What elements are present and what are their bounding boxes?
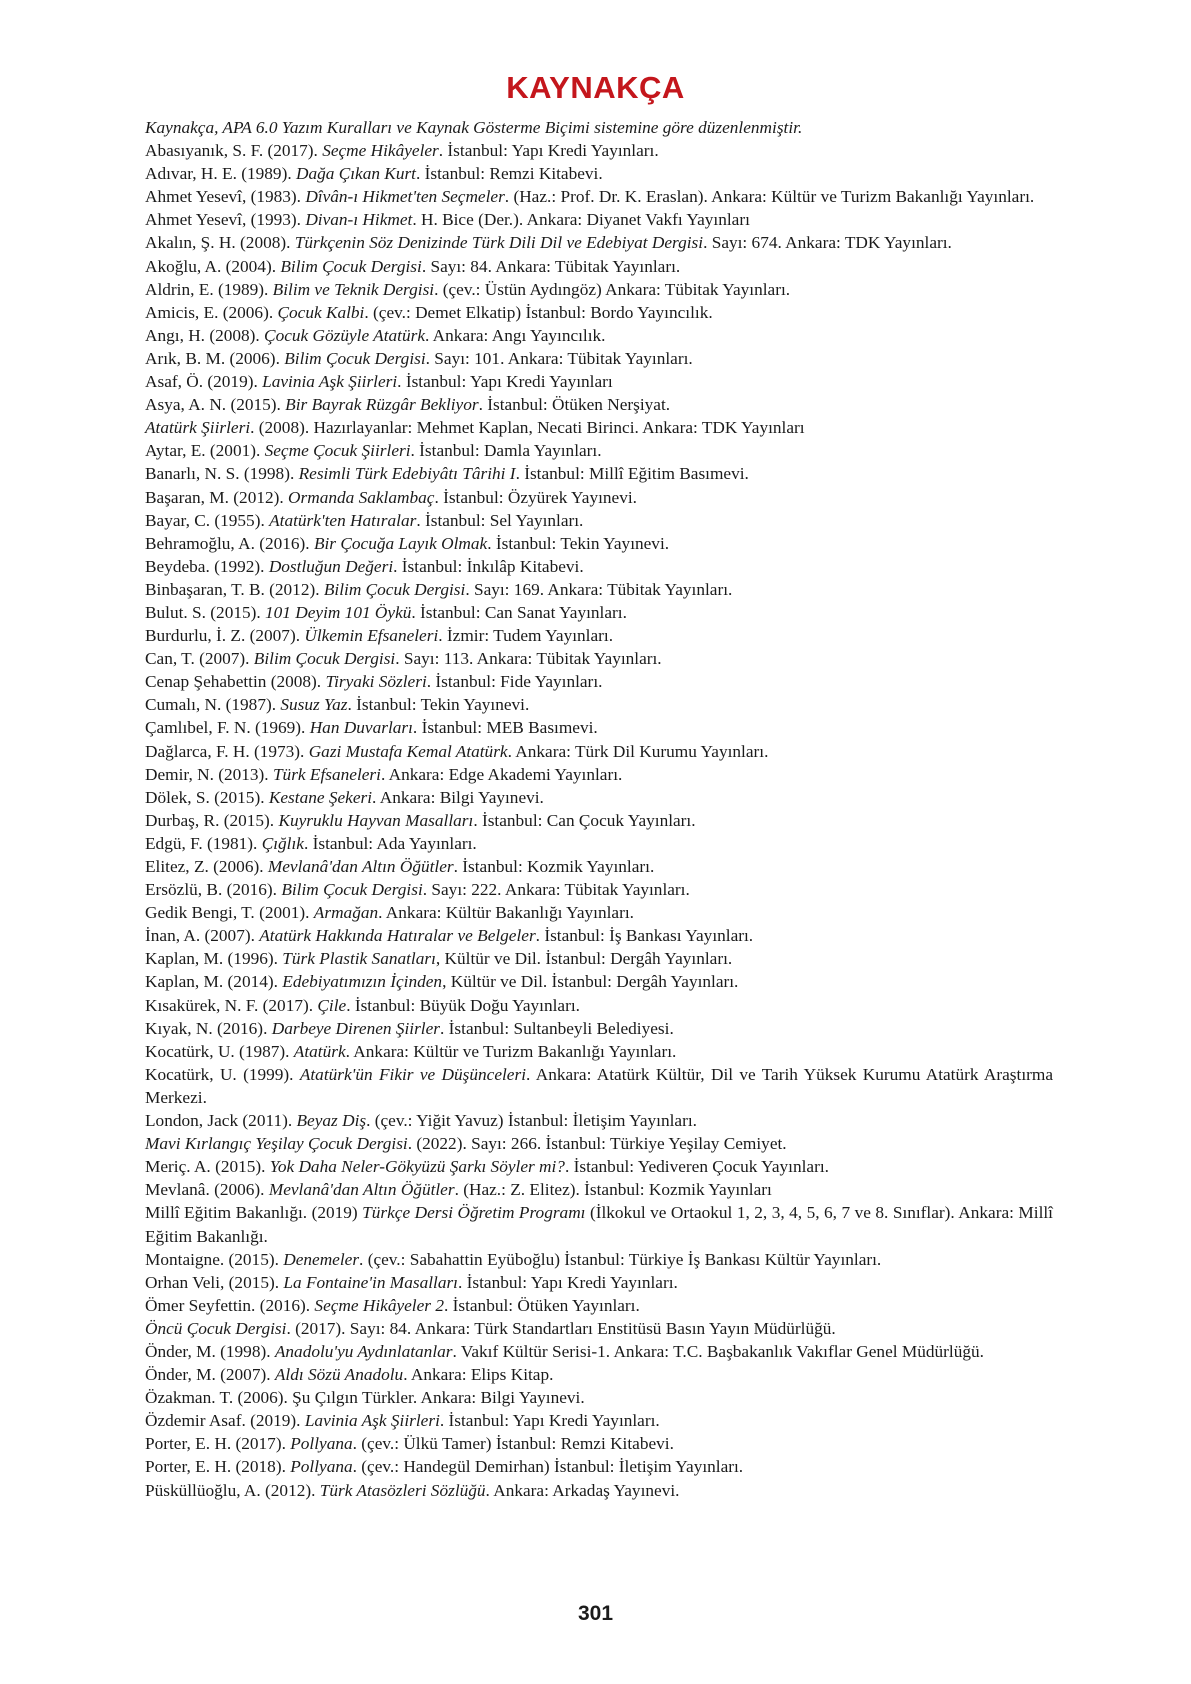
reference-author: Porter, E. H. (2017). — [145, 1434, 291, 1454]
reference-publication: . İstanbul: Ada Yayınları. — [303, 833, 477, 853]
reference-entry — [145, 786, 1053, 809]
reference-title: Bilim Çocuk Dergisi — [284, 348, 426, 368]
reference-publication: . Sayı: 674. Ankara: TDK Yayınları. — [703, 233, 952, 253]
reference-author: Aytar, E. (2001). — [145, 441, 265, 461]
reference-author: Kaplan, M. (1996). — [145, 949, 283, 969]
reference-entry — [145, 970, 1053, 993]
reference-title: Atatürk'ten Hatıralar — [269, 510, 417, 530]
reference-author: Kocatürk, U. (1999). — [145, 1064, 300, 1084]
reference-entry — [145, 1155, 1053, 1178]
reference-list — [145, 116, 1053, 1502]
reference-entry — [145, 1271, 1053, 1294]
reference-publication: . Ankara: Elips Kitap. — [403, 1365, 554, 1385]
reference-entry — [145, 162, 1053, 185]
reference-entry — [145, 740, 1053, 763]
reference-author: London, Jack (2011). — [145, 1111, 297, 1131]
reference-title: Kestane Şekeri — [268, 787, 373, 807]
reference-title: Çocuk Gözüyle Atatürk — [264, 325, 425, 345]
reference-publication: . İstanbul: Damla Yayınları. — [410, 441, 602, 461]
reference-entry — [145, 809, 1053, 832]
reference-entry — [145, 832, 1053, 855]
reference-publication: . Ankara: Atatürk Kültür, Dil ve Tarih Yüksek Kurumu Atatürk Araştırma Merkezi. — [145, 1064, 1054, 1107]
page-title: KAYNAKÇA — [506, 70, 685, 105]
reference-publication: . İstanbul: Özyürek Yayınevi. — [434, 487, 637, 507]
reference-title: Ülkemin Efsaneleri — [304, 626, 439, 646]
reference-author: Gedik Bengi, T. (2001). — [145, 903, 314, 923]
reference-title: 101 Deyim 101 Öykü — [265, 602, 412, 622]
reference-publication: . İstanbul: MEB Basımevi. — [412, 718, 598, 738]
reference-title: Pollyana — [290, 1434, 353, 1454]
reference-publication: . (çev.: Handegül Demirhan) İstanbul: İletişim Yayınları. — [352, 1457, 744, 1477]
reference-title: Beyaz Diş — [296, 1111, 367, 1131]
reference-title: Türkçe Dersi Öğretim Programı — [362, 1203, 586, 1223]
reference-title: Çığlık — [261, 833, 304, 853]
reference-entry — [145, 1409, 1053, 1432]
reference-publication: . İstanbul: Millî Eğitim Basımevi. — [515, 464, 749, 484]
reference-entry — [145, 901, 1053, 924]
reference-author: Bayar, C. (1955). — [145, 510, 270, 530]
reference-entry — [145, 532, 1053, 555]
reference-entry — [145, 1363, 1053, 1386]
reference-publication: . İstanbul: Sel Yayınları. — [416, 510, 584, 530]
reference-entry — [145, 994, 1053, 1017]
reference-publication: . İstanbul: Ötüken Nerşiyat. — [478, 395, 671, 415]
reference-author: Porter, E. H. (2018). — [145, 1457, 291, 1477]
reference-author: Demir, N. (2013). — [145, 764, 273, 784]
reference-title: Türkçenin Söz Denizinde Türk Dili Dil ve Edebiyat Dergisi — [294, 233, 704, 253]
reference-title: Aldı Sözü Anadolu — [274, 1365, 404, 1385]
reference-publication: . İstanbul: Büyük Doğu Yayınları. — [346, 995, 580, 1015]
reference-entry — [145, 231, 1053, 254]
reference-publication: . Sayı: 113. Ankara: Tübitak Yayınları. — [395, 649, 662, 669]
reference-author: Beydeba. (1992). — [145, 556, 269, 576]
reference-title: Dağa Çıkan Kurt — [295, 164, 416, 184]
reference-title: Edebiyatımızın İçinden — [282, 972, 443, 992]
reference-publication: . İstanbul: Remzi Kitabevi. — [415, 164, 603, 184]
reference-author: Burdurlu, İ. Z. (2007). — [145, 626, 305, 646]
reference-author: Elitez, Z. (2006). — [145, 857, 268, 876]
reference-title: Pollyana — [290, 1457, 353, 1477]
reference-author: Bulut. S. (2015). — [145, 602, 266, 622]
reference-publication: . (çev.: Üstün Aydıngöz) Ankara: Tübitak Yayınları. — [434, 279, 791, 299]
reference-publication: . İstanbul: Yapı Kredi Yayınları. — [438, 141, 659, 161]
reference-publication: . Ankara: Türk Dil Kurumu Yayınları. — [507, 741, 769, 761]
reference-entry — [145, 670, 1053, 693]
reference-publication: . İstanbul: Kozmik Yayınları. — [453, 857, 655, 876]
reference-publication: , Kültür ve Dil. İstanbul: Dergâh Yayınları. — [442, 972, 739, 992]
reference-title: Lavinia Aşk Şiirleri — [262, 372, 398, 392]
reference-title: Gazi Mustafa Kemal Atatürk — [308, 741, 508, 761]
reference-author: Aldrin, E. (1989). — [145, 279, 273, 299]
reference-publication: . (çev.: Demet Elkatip) İstanbul: Bordo Yayıncılık. — [364, 302, 713, 322]
reference-author: Amicis, E. (2006). — [145, 302, 278, 322]
reference-publication: . Sayı: 222. Ankara: Tübitak Yayınları. — [422, 880, 690, 900]
reference-author: Binbaşaran, T. B. (2012). — [145, 579, 324, 599]
reference-title: Türk Efsaneleri — [272, 764, 381, 784]
reference-author: Banarlı, N. S. (1998). — [145, 464, 299, 484]
reference-author: Akoğlu, A. (2004). — [145, 256, 281, 276]
reference-entry — [145, 924, 1053, 947]
reference-publication: . H. Bice (Der.). Ankara: Diyanet Vakfı Yayınları — [412, 210, 750, 230]
reference-publication: . Vakıf Kültür Serisi-1. Ankara: T.C. Başbakanlık Vakıflar Genel Müdürlüğü. — [452, 1341, 984, 1361]
reference-publication: . (Haz.: Prof. Dr. K. Eraslan). Ankara: Kültür ve Turizm Bakanlığı Yayınları. — [504, 187, 1035, 207]
reference-title: Darbeye Direnen Şiirler — [271, 1018, 441, 1038]
reference-publication: . İstanbul: Fide Yayınları. — [426, 672, 603, 692]
reference-publication: . (çev.: Ülkü Tamer) İstanbul: Remzi Kitabevi. — [352, 1434, 674, 1454]
reference-publication: . (çev.: Sabahattin Eyüboğlu) İstanbul: Türkiye İş Bankası Kültür Yayınları. — [359, 1249, 882, 1269]
page-number: 301 — [577, 1602, 614, 1625]
reference-author: Kaplan, M. (2014). — [145, 972, 283, 992]
reference-entry — [145, 1479, 1053, 1502]
reference-title: Bilim ve Teknik Dergisi — [272, 279, 435, 299]
reference-title: Öncü Çocuk Dergisi — [145, 1318, 287, 1338]
reference-author: Millî Eğitim Bakanlığı. (2019) — [145, 1203, 363, 1223]
reference-publication: . İstanbul: Can Sanat Yayınları. — [411, 602, 627, 622]
reference-title: Atatürk — [293, 1041, 346, 1061]
reference-author: Edgü, F. (1981). — [145, 833, 262, 853]
reference-author: Dağlarca, F. H. (1973). — [145, 741, 309, 761]
reference-title: Dîvân-ı Hikmet'ten Seçmeler — [305, 187, 505, 207]
reference-publication: . (2008). Hazırlayanlar: Mehmet Kaplan, Necati Birinci. Ankara: TDK Yayınları — [250, 418, 805, 438]
reference-author: Başaran, M. (2012). — [145, 487, 289, 507]
reference-entry — [145, 486, 1053, 509]
reference-title: Divan-ı Hikmet — [305, 210, 413, 230]
reference-entry — [145, 301, 1053, 324]
reference-entry — [145, 347, 1053, 370]
reference-entry — [145, 1248, 1053, 1271]
reference-author: Montaigne. (2015). — [145, 1249, 284, 1269]
reference-title: Mevlanâ'dan Altın Öğütler — [268, 1180, 455, 1200]
reference-title: Bilim Çocuk Dergisi — [323, 579, 466, 599]
reference-title: Resimli Türk Edebiyâtı Târihi I — [298, 464, 516, 484]
reference-entry — [145, 1201, 1053, 1247]
reference-entry — [145, 1432, 1053, 1455]
reference-title: Tiryaki Sözleri — [325, 672, 427, 692]
reference-publication: . İstanbul: İnkılâp Kitabevi. — [393, 556, 584, 576]
reference-publication: . İstanbul: Yediveren Çocuk Yayınları. — [564, 1157, 829, 1177]
reference-entry — [145, 462, 1053, 485]
reference-publication: . Ankara: Kültür ve Turizm Bakanlığı Yayınları. — [345, 1041, 677, 1061]
reference-entry — [145, 370, 1053, 393]
reference-publication: . (çev.: Yiğit Yavuz) İstanbul: İletişim Yayınları. — [366, 1111, 697, 1131]
reference-entry — [145, 1340, 1053, 1363]
reference-title: Seçme Çocuk Şiirleri — [264, 441, 411, 461]
reference-author: İnan, A. (2007). — [145, 926, 260, 946]
reference-entry — [145, 624, 1053, 647]
reference-title: Han Duvarları — [309, 718, 413, 738]
reference-entry — [145, 1386, 1053, 1409]
reference-entry — [145, 716, 1053, 739]
reference-author: Akalın, Ş. H. (2008). — [145, 233, 295, 253]
reference-entry — [145, 416, 1053, 439]
reference-entry — [145, 1017, 1053, 1040]
reference-entry — [145, 555, 1053, 578]
reference-entry — [145, 255, 1053, 278]
reference-author: Önder, M. (1998). — [145, 1341, 275, 1361]
reference-publication: . (Haz.: Z. Elitez). İstanbul: Kozmik Yayınları — [454, 1180, 772, 1200]
reference-author: Kocatürk, U. (1987). — [145, 1041, 294, 1061]
reference-title: Lavinia Aşk Şiirleri — [304, 1411, 440, 1431]
reference-title: Dostluğun Değeri — [268, 556, 394, 576]
reference-publication: . İstanbul: Yapı Kredi Yayınları. — [439, 1411, 660, 1431]
reference-author: Kısakürek, N. F. (2017). — [145, 995, 318, 1015]
reference-title: Türk Atasözleri Sözlüğü — [319, 1480, 486, 1500]
reference-title: Kuyruklu Hayvan Masalları — [278, 810, 474, 830]
reference-title: Çocuk Kalbi — [277, 302, 365, 322]
reference-title: Denemeler — [283, 1249, 360, 1269]
reference-entry — [145, 185, 1053, 208]
reference-entry — [145, 647, 1053, 670]
reference-publication: , Kültür ve Dil. İstanbul: Dergâh Yayınları. — [435, 949, 733, 969]
reference-publication: . İstanbul: Yapı Kredi Yayınları — [397, 372, 613, 392]
reference-author: Özdemir Asaf. (2019). — [145, 1411, 305, 1431]
reference-author: Asaf, Ö. (2019). — [145, 372, 263, 392]
reference-author: Dölek, S. (2015). — [145, 787, 269, 807]
reference-entry — [145, 1109, 1053, 1132]
reference-title: Seçme Hikâyeler — [322, 141, 439, 161]
reference-entry — [145, 1063, 1053, 1109]
reference-author: Çamlıbel, F. N. (1969). — [145, 718, 310, 738]
reference-entries — [145, 139, 1053, 1502]
reference-author: Ahmet Yesevî, (1983). — [145, 187, 306, 207]
reference-publication: . Sayı: 84. Ankara: Tübitak Yayınları. — [421, 256, 681, 276]
reference-publication: . Ankara: Arkadaş Yayınevi. — [485, 1480, 680, 1500]
reference-publication: . Ankara: Edge Akademi Yayınları. — [380, 764, 623, 784]
reference-title: Mevlanâ'dan Altın Öğütler — [267, 857, 454, 876]
reference-entry — [145, 439, 1053, 462]
reference-author: Asya, A. N. (2015). — [145, 395, 286, 415]
reference-entry — [145, 1132, 1053, 1155]
reference-author: Püsküllüoğlu, A. (2012). — [145, 1480, 320, 1500]
reference-entry — [145, 947, 1053, 970]
reference-title: Atatürk'ün Fikir ve Düşünceleri — [299, 1064, 527, 1084]
reference-entry — [145, 208, 1053, 231]
reference-publication: . (2022). Sayı: 266. İstanbul: Türkiye Yeşilay Cemiyet. — [407, 1134, 787, 1154]
reference-publication: . İstanbul: Yapı Kredi Yayınları. — [457, 1272, 678, 1292]
reference-publication: . Ankara: Bilgi Yayınevi. — [372, 787, 544, 807]
reference-publication: . İstanbul: Ötüken Yayınları. — [443, 1295, 640, 1315]
reference-author: Kıyak, N. (2016). — [145, 1018, 272, 1038]
reference-author: Cumalı, N. (1987). — [145, 695, 281, 715]
reference-entry — [145, 578, 1053, 601]
reference-title: Çile — [317, 995, 347, 1015]
reference-author: Angı, H. (2008). — [145, 325, 265, 345]
reference-entry — [145, 878, 1053, 901]
reference-author: Can, T. (2007). — [145, 649, 254, 669]
reference-title: Bir Çocuğa Layık Olmak — [313, 533, 488, 553]
reference-title: Bilim Çocuk Dergisi — [281, 880, 423, 900]
reference-entry — [145, 855, 1053, 878]
reference-publication: . İstanbul: Tekin Yayınevi. — [347, 695, 530, 715]
reference-author: Behramoğlu, A. (2016). — [145, 533, 314, 553]
reference-publication: . İstanbul: İş Bankası Yayınları. — [535, 926, 754, 946]
reference-entry — [145, 693, 1053, 716]
reference-entry — [145, 1455, 1053, 1478]
reference-title: Atatürk Hakkında Hatıralar ve Belgeler — [259, 926, 536, 946]
reference-author: Durbaş, R. (2015). — [145, 810, 279, 830]
reference-author: Önder, M. (2007). — [145, 1365, 275, 1385]
reference-title: Yok Daha Neler-Gökyüzü Şarkı Söyler mi? — [269, 1157, 565, 1177]
reference-title: Bir Bayrak Rüzgâr Bekliyor — [285, 395, 479, 415]
reference-publication: . İstanbul: Sultanbeyli Belediyesi. — [440, 1018, 674, 1038]
reference-author: Ahmet Yesevî, (1993). — [145, 210, 306, 230]
reference-title: La Fontaine'in Masalları — [283, 1272, 458, 1292]
reference-publication: . İstanbul: Can Çocuk Yayınları. — [473, 810, 696, 830]
reference-entry — [145, 1178, 1053, 1201]
reference-author: Abasıyanık, S. F. (2017). — [145, 141, 323, 161]
reference-title: Ormanda Saklambaç — [288, 487, 435, 507]
reference-author: Ersözlü, B. (2016). — [145, 880, 282, 900]
reference-author: Mevlanâ. (2006). — [145, 1180, 269, 1200]
reference-author: Cenap Şehabettin (2008). — [145, 672, 326, 692]
reference-publication: (İlkokul ve Ortaokul 1, 2, 3, 4, 5, 6, 7 ve 8. Sınıflar). Ankara: Millî Eğitim Bakanlığı. — [145, 1203, 1053, 1246]
reference-author: Arık, B. M. (2006). — [145, 348, 285, 368]
reference-author: Adıvar, H. E. (1989). — [145, 164, 296, 184]
reference-author: Meriç. A. (2015). — [145, 1157, 270, 1177]
reference-publication: . Ankara: Kültür Bakanlığı Yayınları. — [378, 903, 634, 923]
reference-entry — [145, 393, 1053, 416]
reference-publication: . İstanbul: Tekin Yayınevi. — [487, 533, 670, 553]
reference-entry — [145, 601, 1053, 624]
reference-title: Bilim Çocuk Dergisi — [253, 649, 396, 669]
reference-entry — [145, 278, 1053, 301]
reference-entry — [145, 1040, 1053, 1063]
reference-title: Atatürk Şiirleri — [145, 418, 251, 438]
reference-entry — [145, 763, 1053, 786]
reference-entry — [145, 1317, 1053, 1340]
reference-entry — [145, 324, 1053, 347]
reference-title: Anadolu'yu Aydınlatanlar — [274, 1341, 453, 1361]
reference-author: Özakman. T. (2006). Şu Çılgın Türkler. Ankara: Bilgi Yayınevi. — [145, 1388, 585, 1408]
reference-publication: . Ankara: Angı Yayıncılık. — [425, 325, 606, 345]
reference-publication: . Sayı: 101. Ankara: Tübitak Yayınları. — [425, 348, 693, 368]
reference-title: Bilim Çocuk Dergisi — [280, 256, 422, 276]
reference-title: Mavi Kırlangıç Yeşilay Çocuk Dergisi — [145, 1134, 408, 1154]
reference-title: Türk Plastik Sanatları — [282, 949, 436, 969]
reference-title: Seçme Hikâyeler 2 — [314, 1295, 444, 1315]
reference-author: Orhan Veli, (2015). — [145, 1272, 284, 1292]
reference-title: Susuz Yaz — [280, 695, 348, 715]
reference-entry — [145, 1294, 1053, 1317]
reference-entry — [145, 509, 1053, 532]
reference-publication: . Sayı: 169. Ankara: Tübitak Yayınları. — [465, 579, 733, 599]
reference-entry — [145, 139, 1053, 162]
reference-intro: Kaynakça, APA 6.0 Yazım Kuralları ve Kaynak Gösterme Biçimi sistemine göre düzenlenmiştir. — [145, 118, 803, 137]
reference-author: Ömer Seyfettin. (2016). — [145, 1295, 315, 1315]
reference-publication: . (2017). Sayı: 84. Ankara: Türk Standartları Enstitüsü Basın Yayın Müdürlüğü. — [286, 1318, 836, 1338]
reference-publication: . İzmir: Tudem Yayınları. — [438, 626, 614, 646]
reference-title: Armağan — [313, 903, 379, 923]
